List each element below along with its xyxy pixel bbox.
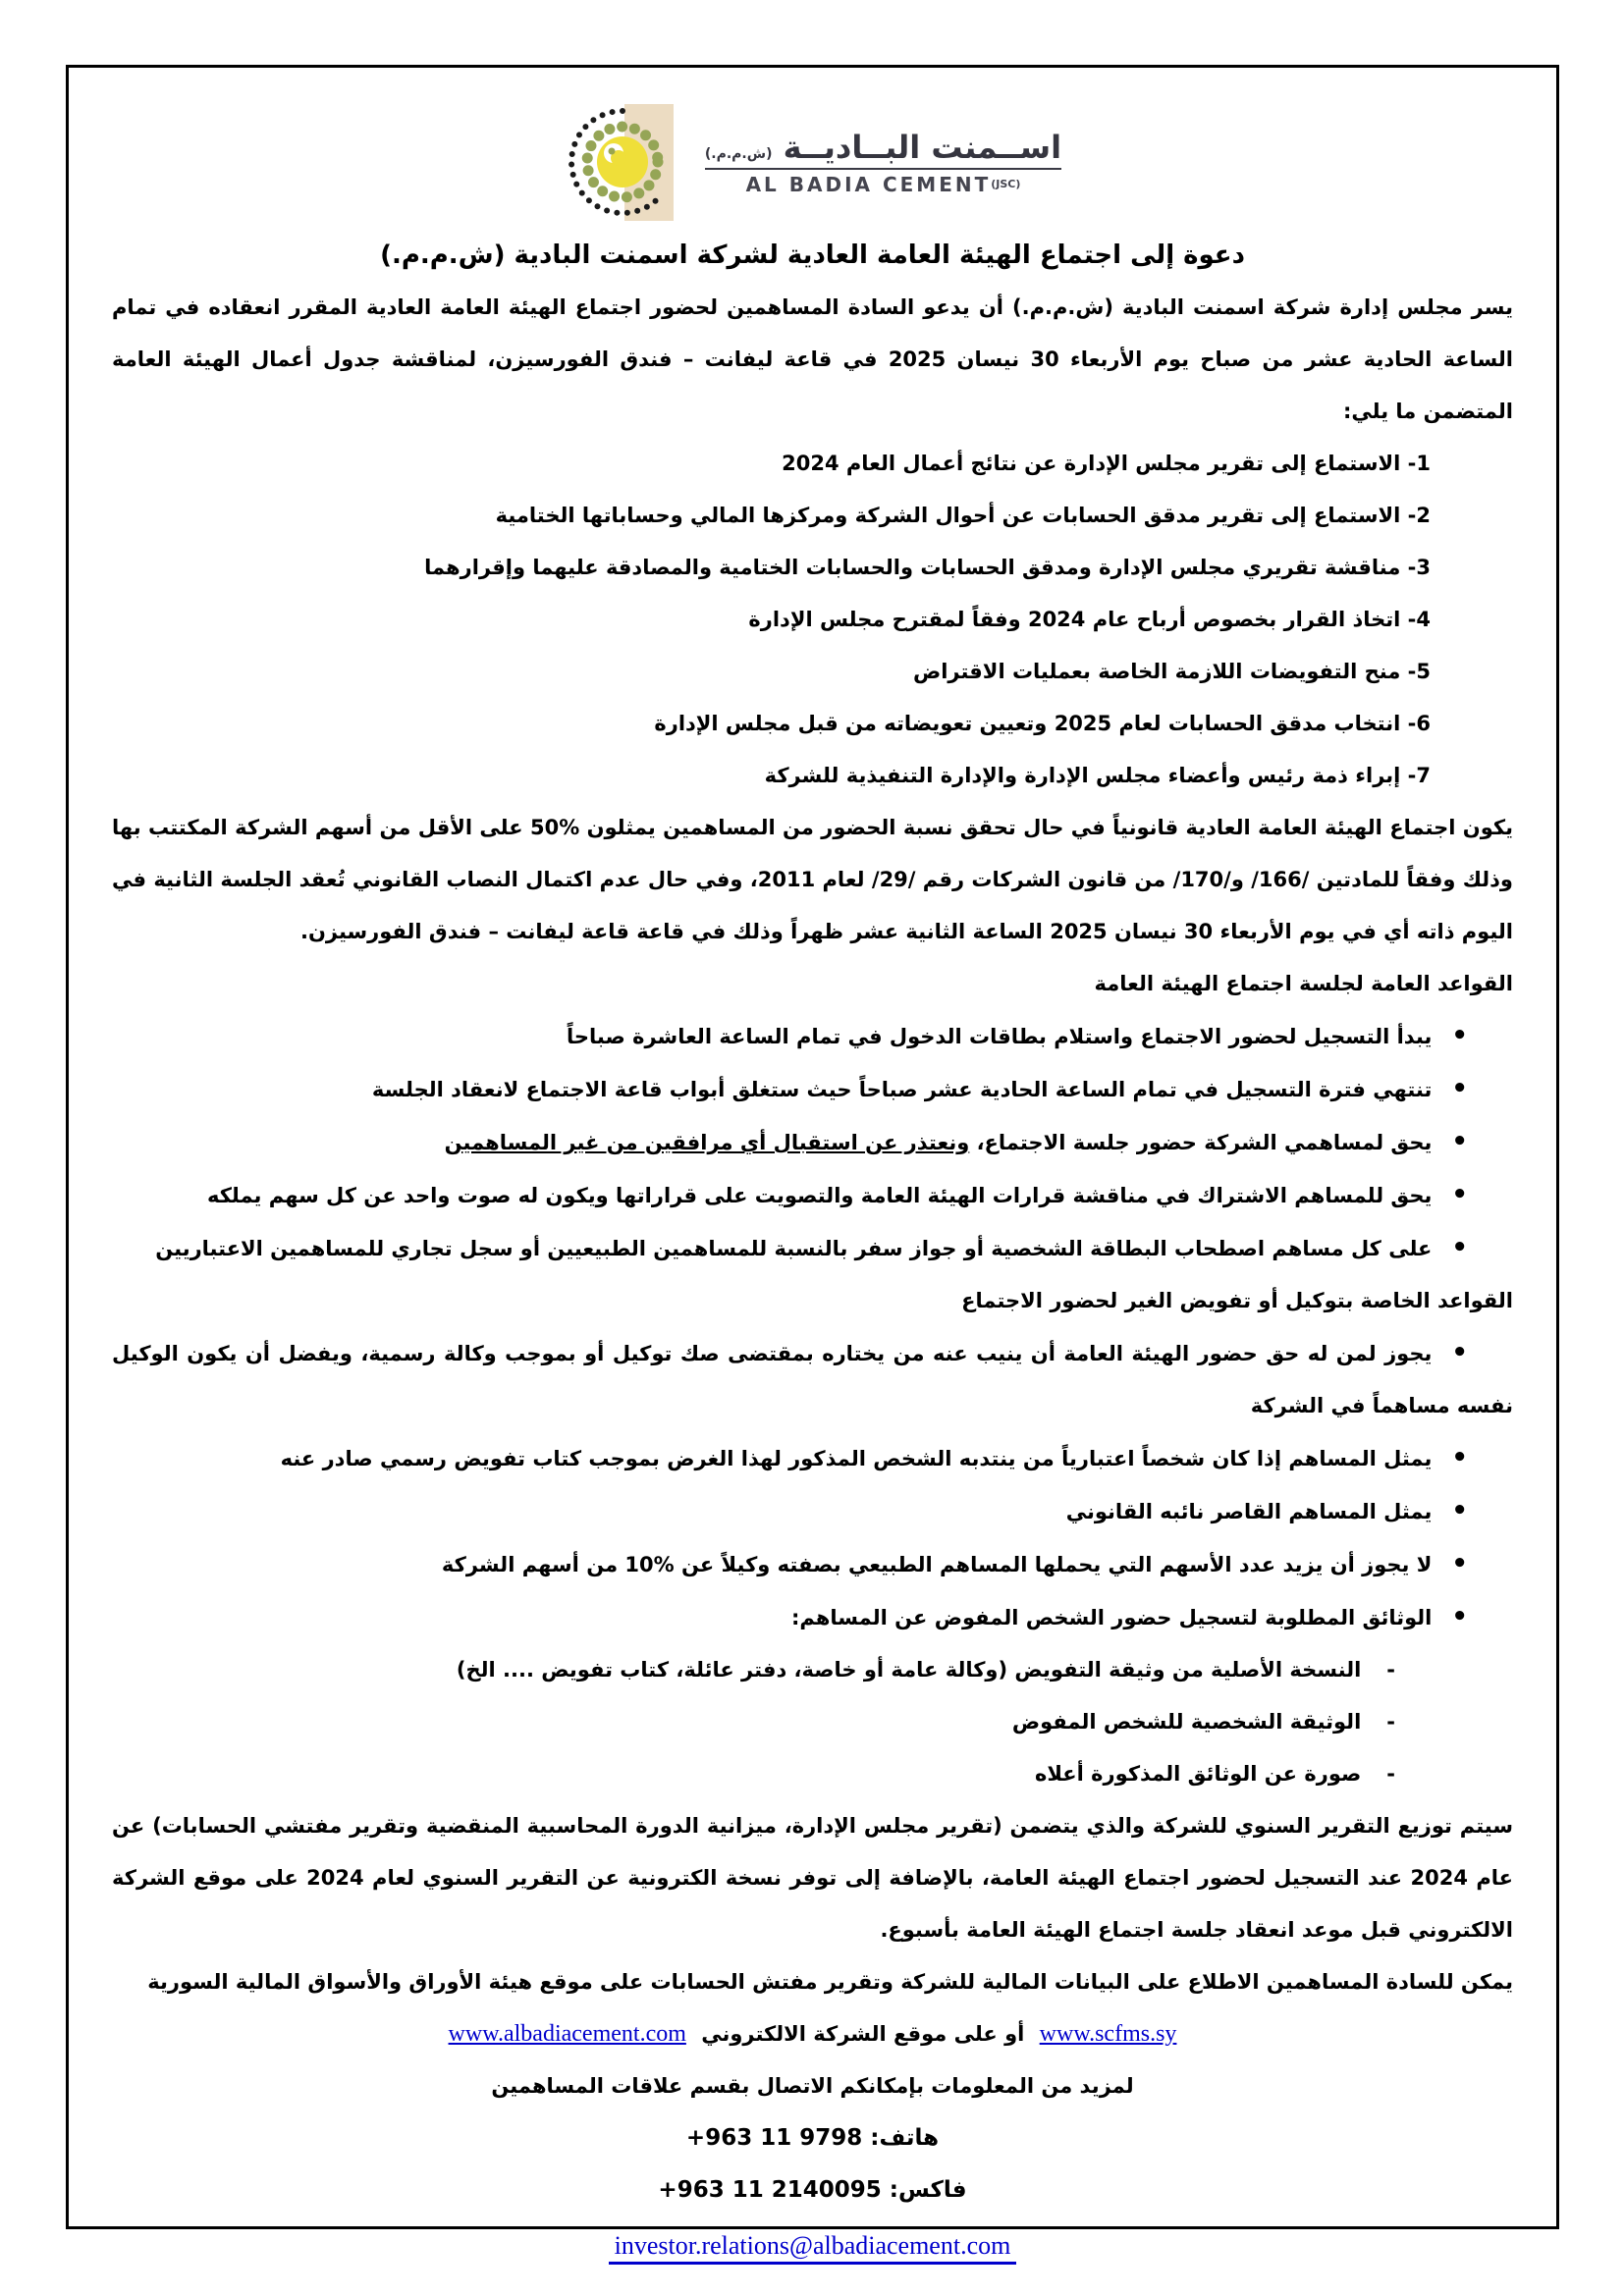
- phone-line: هاتف: 9798 11 963+: [685, 2125, 940, 2151]
- financials-paragraph: يمكن للسادة المساهمين الاطلاع على البيانات المالية للشركة وتقرير مفتش الحسابات على موقع هيئة الأوراق والأسواق المالية السورية: [147, 1970, 1513, 1994]
- quorum-paragraph: يكون اجتماع الهيئة العامة العادية قانونياً في حال تحقق نسبة الحضور من المساهمين يمثلون %50 على الأقل من أسهم الشركة المكتتب بها وذلك وفقاً للمادتين /166/ و/170/ من قانون الشركات رقم /29/ لعام 2011، وفي حال عدم اكتمال النصاب القانوني تُعقد الجلسة الثانية في اليوم ذاته أي في يوم الأربعاء 30 نيسان 2025 الساعة الثانية عشر ظهراً وذلك في قاعة قاعة ليفانت – فندق الفورسيزن.: [112, 816, 1513, 943]
- bullet-icon: [1451, 1447, 1468, 1470]
- logo-text: [705, 128, 1061, 196]
- required-document-2: [112, 1696, 1513, 1748]
- dash-icon: [1386, 1710, 1395, 1734]
- bullet-icon: [1451, 1184, 1468, 1207]
- bullet-text: تنتهي فترة التسجيل في تمام الساعة الحادية عشر صباحاً حيث ستغلق أبواب قاعة الاجتماع لانعقاد الجلسة: [371, 1078, 1433, 1101]
- proxy-rule-bullet-2: [112, 1432, 1513, 1485]
- intro-paragraph: يسر مجلس إدارة شركة اسمنت البادية (ش.م.م.) أن يدعو السادة المساهمين لحضور اجتماع الهيئة العامة العادية المقرر انعقاده في تمام الساعة الحادية عشر من صباح يوم الأربعاء 30 نيسان 2025 في قاعة ليفانت – فندق الفورسيزن، لمناقشة جدول أعمال الهيئة العامة المتضمن ما يلي:: [112, 295, 1513, 423]
- logo-arabic-suffix: (ش.م.م.): [704, 146, 773, 162]
- contact-info-line: لمزيد من المعلومات بإمكانكم الاتصال بقسم علاقات المساهمين: [491, 2074, 1134, 2098]
- general-rule-bullet-1: [112, 1010, 1513, 1063]
- logo-mark-icon: [564, 97, 693, 227]
- general-rule-bullet-4: [112, 1169, 1513, 1222]
- bullet-text: يحق لمساهمي الشركة حضور جلسة الاجتماع،: [969, 1131, 1433, 1154]
- proxy-rules-heading: القواعد الخاصة بتوكيل أو تفويض الغير لحضور الاجتماع: [961, 1289, 1513, 1312]
- bullet-icon: [1451, 1078, 1468, 1101]
- bullet-icon: [1451, 1131, 1468, 1154]
- dash-icon: [1386, 1762, 1395, 1786]
- investor-relations-email-link[interactable]: investor.relations@albadiacement.com: [609, 2231, 1017, 2265]
- dash-item-text: صورة عن الوثائق المذكورة أعلاه: [1034, 1762, 1362, 1786]
- bullet-text: يجوز لمن له حق حضور الهيئة العامة أن ينيب عنه من يختاره بمقتضى صك توكيل أو بموجب وكالة رسمية، ويفضل أن يكون الوكيل نفسه مساهماً في الشركة: [112, 1342, 1513, 1417]
- annual-report-paragraph: سيتم توزيع التقرير السنوي للشركة والذي يتضمن (تقرير مجلس الإدارة، ميزانية الدورة المحاسبية المنقضية وتقرير مفتشي الحسابات) عن عام 2024 عند التسجيل لحضور اجتماع الهيئة العامة، بالإضافة إلى توفر نسخة الكترونية عن التقرير السنوي لعام 2024 على موقع الشركة الالكتروني قبل موعد انعقاد جلسة اجتماع الهيئة العامة بأسبوع.: [112, 1814, 1514, 1942]
- bullet-icon: [1451, 1606, 1468, 1629]
- bullet-text: لا يجوز أن يزيد عدد الأسهم التي يحملها المساهم الطبيعي بصفته وكيلاً عن %10 من أسهم الشركة: [441, 1553, 1433, 1576]
- general-rule-bullet-2: [112, 1063, 1513, 1116]
- agenda-item-3: 3- مناقشة تقريري مجلس الإدارة ومدقق الحسابات والحسابات الختامية والمصادقة عليهما وإقرارهما: [424, 556, 1431, 579]
- logo-arabic-name-text: اســمنت البــاديــة: [783, 129, 1062, 166]
- agenda-item-6: 6- انتخاب مدقق الحسابات لعام 2025 وتعيين تعويضاته من قبل مجلس الإدارة: [654, 712, 1431, 735]
- bullet-icon: [1451, 1342, 1468, 1365]
- dash-item-text: النسخة الأصلية من وثيقة التفويض (وكالة عامة أو خاصة، دفتر عائلة، كتاب تفويض .... الخ): [456, 1658, 1362, 1682]
- financials-links-line: [112, 2008, 1513, 2060]
- bullet-text: يمثل المساهم القاصر نائبه القانوني: [1065, 1500, 1433, 1523]
- bullet-icon: [1451, 1553, 1468, 1576]
- bullet-emphasized-text: ونعتذر عن استقبال أي مرافقين من غير المساهمين: [444, 1131, 970, 1154]
- general-rules-heading: القواعد العامة لجلسة اجتماع الهيئة العامة: [1094, 972, 1513, 995]
- logo-english-name-text: AL BADIA CEMENT: [745, 173, 992, 196]
- financials-links-middle-text: أو على موقع الشركة الالكتروني: [701, 2022, 1025, 2046]
- bullet-icon: [1451, 1500, 1468, 1523]
- document-content: [69, 68, 1556, 2260]
- bullet-text: يبدأ التسجيل لحضور الاجتماع واستلام بطاقات الدخول في تمام الساعة العاشرة صباحاً: [567, 1025, 1433, 1048]
- agenda-item-7: 7- إبراء ذمة رئيس وأعضاء مجلس الإدارة والإدارة التنفيذية للشركة: [764, 764, 1431, 787]
- bullet-text: الوثائق المطلوبة لتسجيل حضور الشخص المفوض عن المساهم:: [791, 1606, 1433, 1629]
- proxy-rule-bullet-3: [112, 1485, 1513, 1538]
- dash-icon: [1386, 1658, 1395, 1682]
- bullet-text: يحق للمساهم الاشتراك في مناقشة قرارات الهيئة العامة والتصويت على قراراتها ويكون له صوت واحد عن كل سهم يملكه: [206, 1184, 1433, 1207]
- page-title: دعوة إلى اجتماع الهيئة العامة العادية لشركة اسمنت البادية (ش.م.م.): [380, 240, 1245, 270]
- page-border: [66, 65, 1559, 2260]
- general-rule-bullet-3: [112, 1116, 1513, 1169]
- agenda-item-5: 5- منح التفويضات اللازمة الخاصة بعمليات الاقتراض: [912, 660, 1431, 683]
- fax-line: فاكس: 2140095 11 963+: [658, 2177, 967, 2203]
- logo-arabic-name: [705, 128, 1061, 167]
- agenda-item-2: 2- الاستماع إلى تقرير مدقق الحسابات عن أحوال الشركة ومركزها المالي وحساباتها الختامية: [495, 504, 1431, 527]
- dash-item-text: الوثيقة الشخصية للشخص المفوض: [1011, 1710, 1362, 1734]
- agenda-item-1: 1- الاستماع إلى تقرير مجلس الإدارة عن نتائج أعمال العام 2024: [782, 452, 1431, 475]
- bullet-text: يمثل المساهم إذا كان شخصاً اعتبارياً من ينتدبه الشخص المذكور لهذا الغرض بموجب كتاب تفويض رسمي صادر عنه: [280, 1447, 1433, 1470]
- required-document-1: [112, 1644, 1513, 1696]
- bullet-text: على كل مساهم اصطحاب البطاقة الشخصية أو جواز سفر بالنسبة للمساهمين الطبيعيين أو سجل تجاري للمساهمين الاعتباريين: [155, 1237, 1433, 1260]
- general-rule-bullet-5: [112, 1222, 1513, 1275]
- proxy-rule-bullet-4: [112, 1538, 1513, 1591]
- email-line: [112, 2216, 1513, 2276]
- company-logo: [112, 97, 1513, 227]
- logo-english-name: [705, 173, 1061, 196]
- bullet-icon: [1451, 1237, 1468, 1260]
- scfms-website-link[interactable]: www.scfms.sy: [1039, 2021, 1177, 2047]
- logo-english-suffix: (JSC): [991, 178, 1021, 190]
- proxy-rule-bullet-5: [112, 1591, 1513, 1644]
- proxy-rule-bullet-1: [112, 1327, 1513, 1432]
- agenda-item-4: 4- اتخاذ القرار بخصوص أرباح عام 2024 وفقاً لمقترح مجلس الإدارة: [748, 608, 1431, 631]
- bullet-icon: [1451, 1025, 1468, 1048]
- albadia-website-link[interactable]: www.albadiacement.com: [448, 2021, 686, 2047]
- logo-divider: [705, 168, 1061, 170]
- required-document-3: [112, 1748, 1513, 1800]
